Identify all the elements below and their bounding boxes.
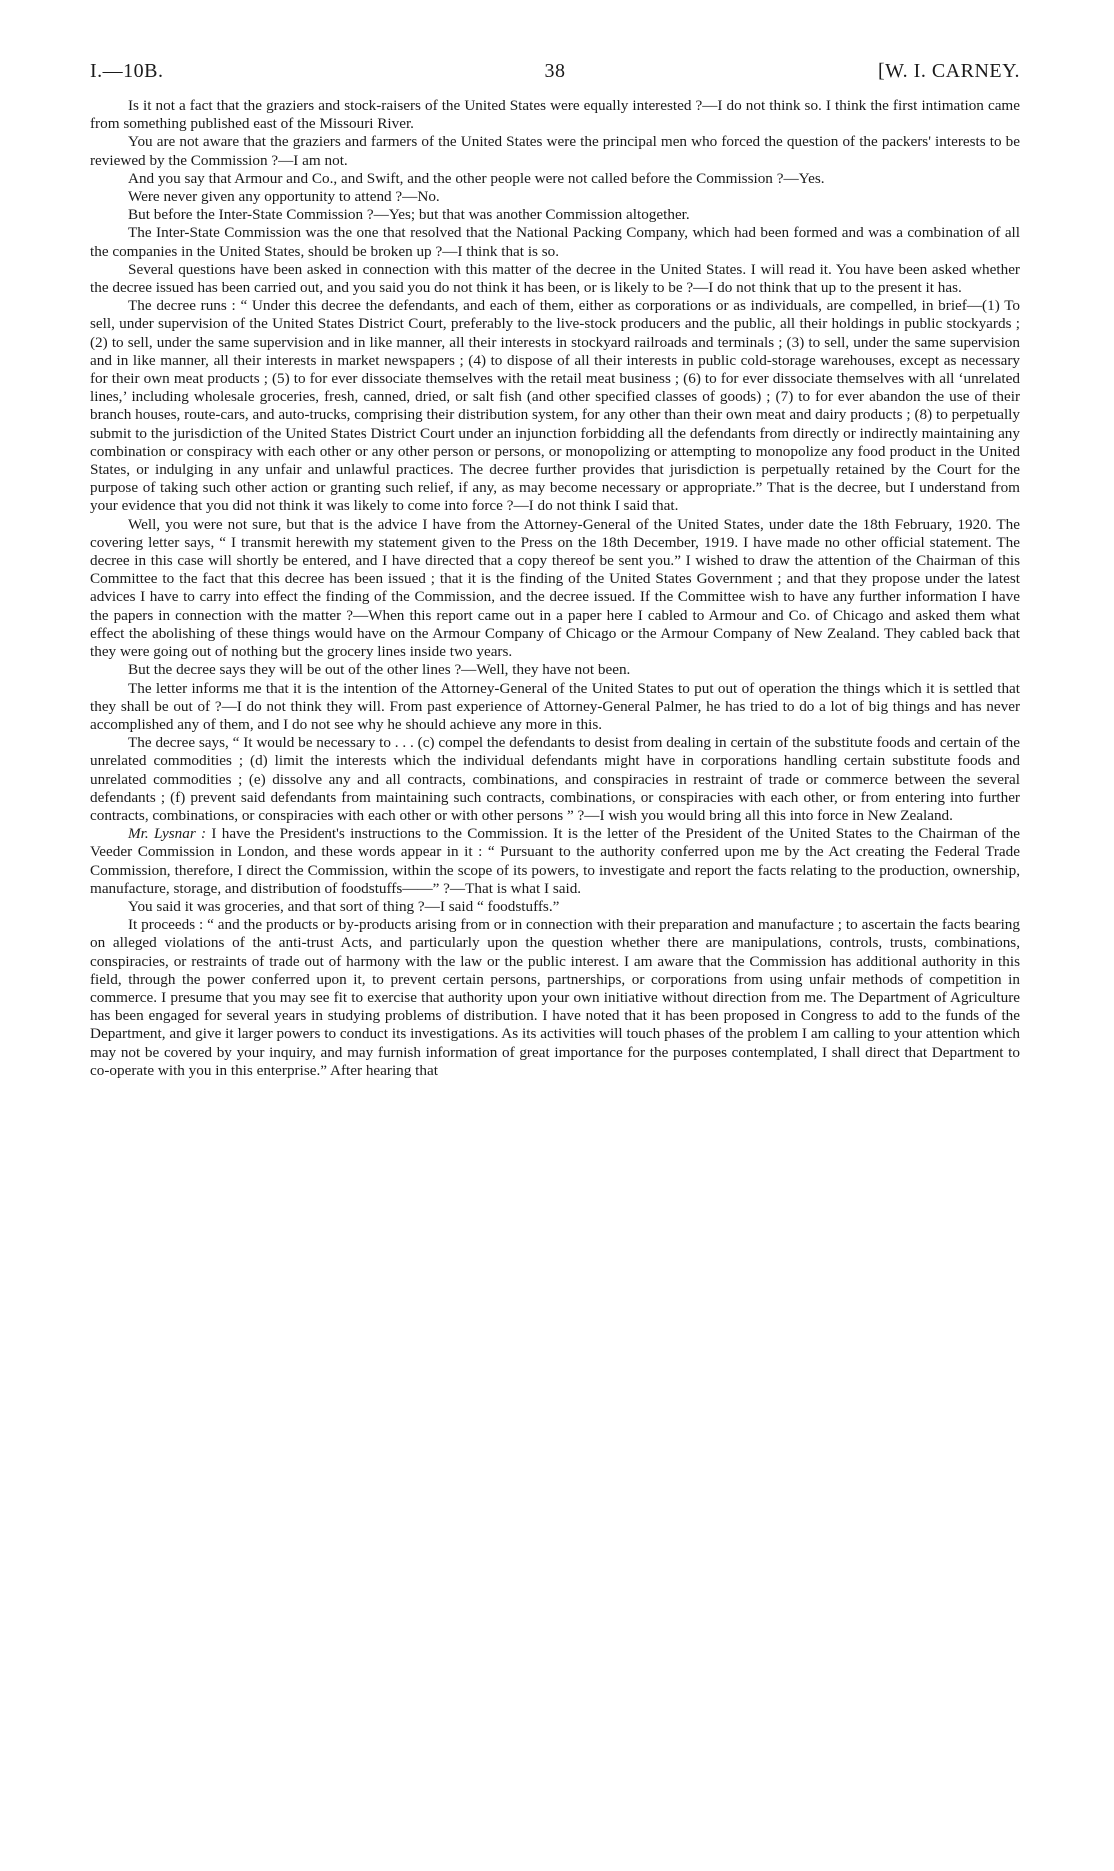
paragraph-text: I have the President's instructions to the Commission. It is the letter of the President of the United States to the Chairman of the Veeder Commission in London, and these words appear in it : “ Pursuant to the authority conferred upon me by the Act creating the Federal Trade Commission, therefore, I direct the Commission, within the scope of its powers, to investigate and report the facts relating to the production, ownership, manufacture, storage, and distribution of foodstuffs——” ?—That is what I said. xyxy=(90,825,1020,897)
paragraph: It proceeds : “ and the products or by-products arising from or in connection with their preparation and manufacture ; to ascertain the facts bearing on alleged violations of the anti-trust Acts, and particularly upon the question whether there are manipulations, controls, trusts, combinations, conspiracies, or restraints of trade out of harmony with the law or the public interest. I am aware that the Commission has additional authority in this field, through the power conferred upon it, to prevent certain persons, partnerships, or corporations from using unfair methods of competition in commerce. I presume that you may see fit to exercise that authority upon your own initiative without direction from me. The Department of Agriculture has been engaged for several years in studying problems of distribution. I have noted that it has been proposed in Congress to add to the funds of the Department, and give it larger powers to conduct its investigations. As its activities will touch phases of the problem I am calling to your attention which may not be covered by your inquiry, and may furnish information of great importance for the purposes contemplated, I shall direct that Department to co-operate with you in this enterprise.” After hearing that xyxy=(90,916,1020,1079)
paragraph: You said it was groceries, and that sort of thing ?—I said “ foodstuffs.” xyxy=(128,897,560,915)
page-header xyxy=(90,60,1020,83)
document-reference: I.—10B. xyxy=(90,60,164,82)
paragraph: The Inter-State Commission was the one that resolved that the National Packing Company, which had been formed and was a combination of all the companies in the United States, should be broken up ?—I think that is so. xyxy=(90,224,1020,260)
speaker-name: Mr. Lysnar : xyxy=(128,825,207,843)
paragraph: Is it not a fact that the graziers and stock-raisers of the United States were equally interested ?—I do not think so. I think the first intimation came from something published east of the Missouri River. xyxy=(90,97,1020,133)
page-number: 38 xyxy=(544,60,566,82)
paragraph: But the decree says they will be out of the other lines ?—Well, they have not been. xyxy=(128,661,631,679)
paragraph: The letter informs me that it is the intention of the Attorney-General of the United States to put out of operation the things which it is settled that they shall be out of ?—I do not think they will. From past experience of Attorney-General Palmer, he has tried to do a lot of big things and has never accomplished any of them, and I do not see why he should achieve any more in this. xyxy=(90,679,1020,733)
paragraph: The decree runs : “ Under this decree the defendants, and each of them, either as corporations or as individuals, are compelled, in brief—(1) To sell, under supervision of the United States District Court, preferably to the live-stock producers and the public, all their holdings in public stockyards ; (2) to sell, under the same supervision and in like manner, all their interests in stockyard railroads and terminals ; (3) to sell, under the same supervision and in like manner, all their interests in market newspapers ; (4) to dispose of all their interests in public cold-storage warehouses, except as necessary for their own meat products ; (5) to for ever dissociate themselves with the retail meat business ; (6) to for ever dissociate themselves with all ‘unrelated lines,’ including wholesale groceries, fresh, canned, dried, or salt fish (and other specified classes of goods) ; (7) to for ever abandon the use of their branch houses, route-cars, and auto-trucks, comprising their distribution system, for any other than their own meat and dairy products ; (8) to perpetually submit to the jurisdiction of the United States District Court under an injunction forbidding all the defendants from directly or indirectly maintaining any combination or conspiracy with each other or any other person or persons, or monopolizing or attempting to monopolize any food product in the United States, or indulging in any unfair and unlawful practices. The decree further provides that jurisdiction is perpetually retained by the Court for the purpose of taking such other action or granting such relief, if any, as may become necessary or appropriate.” That is the decree, but I understand from your evidence that you did not think it was likely to come into force ?—I do not think I said that. xyxy=(90,297,1020,515)
paragraph: And you say that Armour and Co., and Swift, and the other people were not called before the Commission ?—Yes. xyxy=(128,169,825,187)
document-body xyxy=(90,97,1020,1080)
paragraph: Were never given any opportunity to attend ?—No. xyxy=(128,188,440,206)
paragraph: You are not aware that the graziers and farmers of the United States were the principal men who forced the question of the packers' interests to be reviewed by the Commission ?—I am not. xyxy=(90,133,1020,169)
paragraph: The decree says, “ It would be necessary to . . . (c) compel the defendants to desist from dealing in certain of the substitute foods and certain of the unrelated commodities ; (d) limit the interests which the individual defendants might have in corporations handling certain substitute foods and unrelated commodities ; (e) dissolve any and all contracts, combinations, and conspiracies in restraint of trade or commerce between the several defendants ; (f) prevent said defendants from maintaining such contracts, combinations, or conspiracies with each other, or from entering into further contracts, combinations, or conspiracies with each other or with other persons ” ?—I wish you would bring all this into force in New Zealand. xyxy=(90,734,1020,824)
witness-name: [W. I. CARNEY. xyxy=(877,60,1020,82)
paragraph xyxy=(90,825,1020,898)
paragraph: Several questions have been asked in connection with this matter of the decree in the United States. I will read it. You have been asked whether the decree issued has been carried out, and you said you do not think it has been, or is likely to be ?—I do not think that up to the present it has. xyxy=(90,260,1020,297)
paragraph: But before the Inter-State Commission ?—Yes; but that was another Commission altogether. xyxy=(128,206,690,224)
document-page xyxy=(90,60,1020,1080)
paragraph: Well, you were not sure, but that is the advice I have from the Attorney-General of the United States, under date the 18th February, 1920. The covering letter says, “ I transmit herewith my statement given to the Press on the 18th December, 1919. I have made no other official statement. The decree in this case will shortly be entered, and I have directed that a copy thereof be sent you.” I wished to draw the attention of the Chairman of this Committee to the fact that this decree has been issued ; that it is the finding of the United States Government ; and that they propose under the latest advices I have to carry into effect the finding of the Commission, and the decree issued. If the Committee wish to have any further information I have the papers in connection with the matter ?—When this report came out in a paper here I cabled to Armour and Co. of Chicago and asked them what effect the abolishing of these things would have on the Armour Company of Chicago or the Armour Company of New Zealand. They cabled back that they were going out of nothing but the grocery lines inside two years. xyxy=(90,515,1020,661)
